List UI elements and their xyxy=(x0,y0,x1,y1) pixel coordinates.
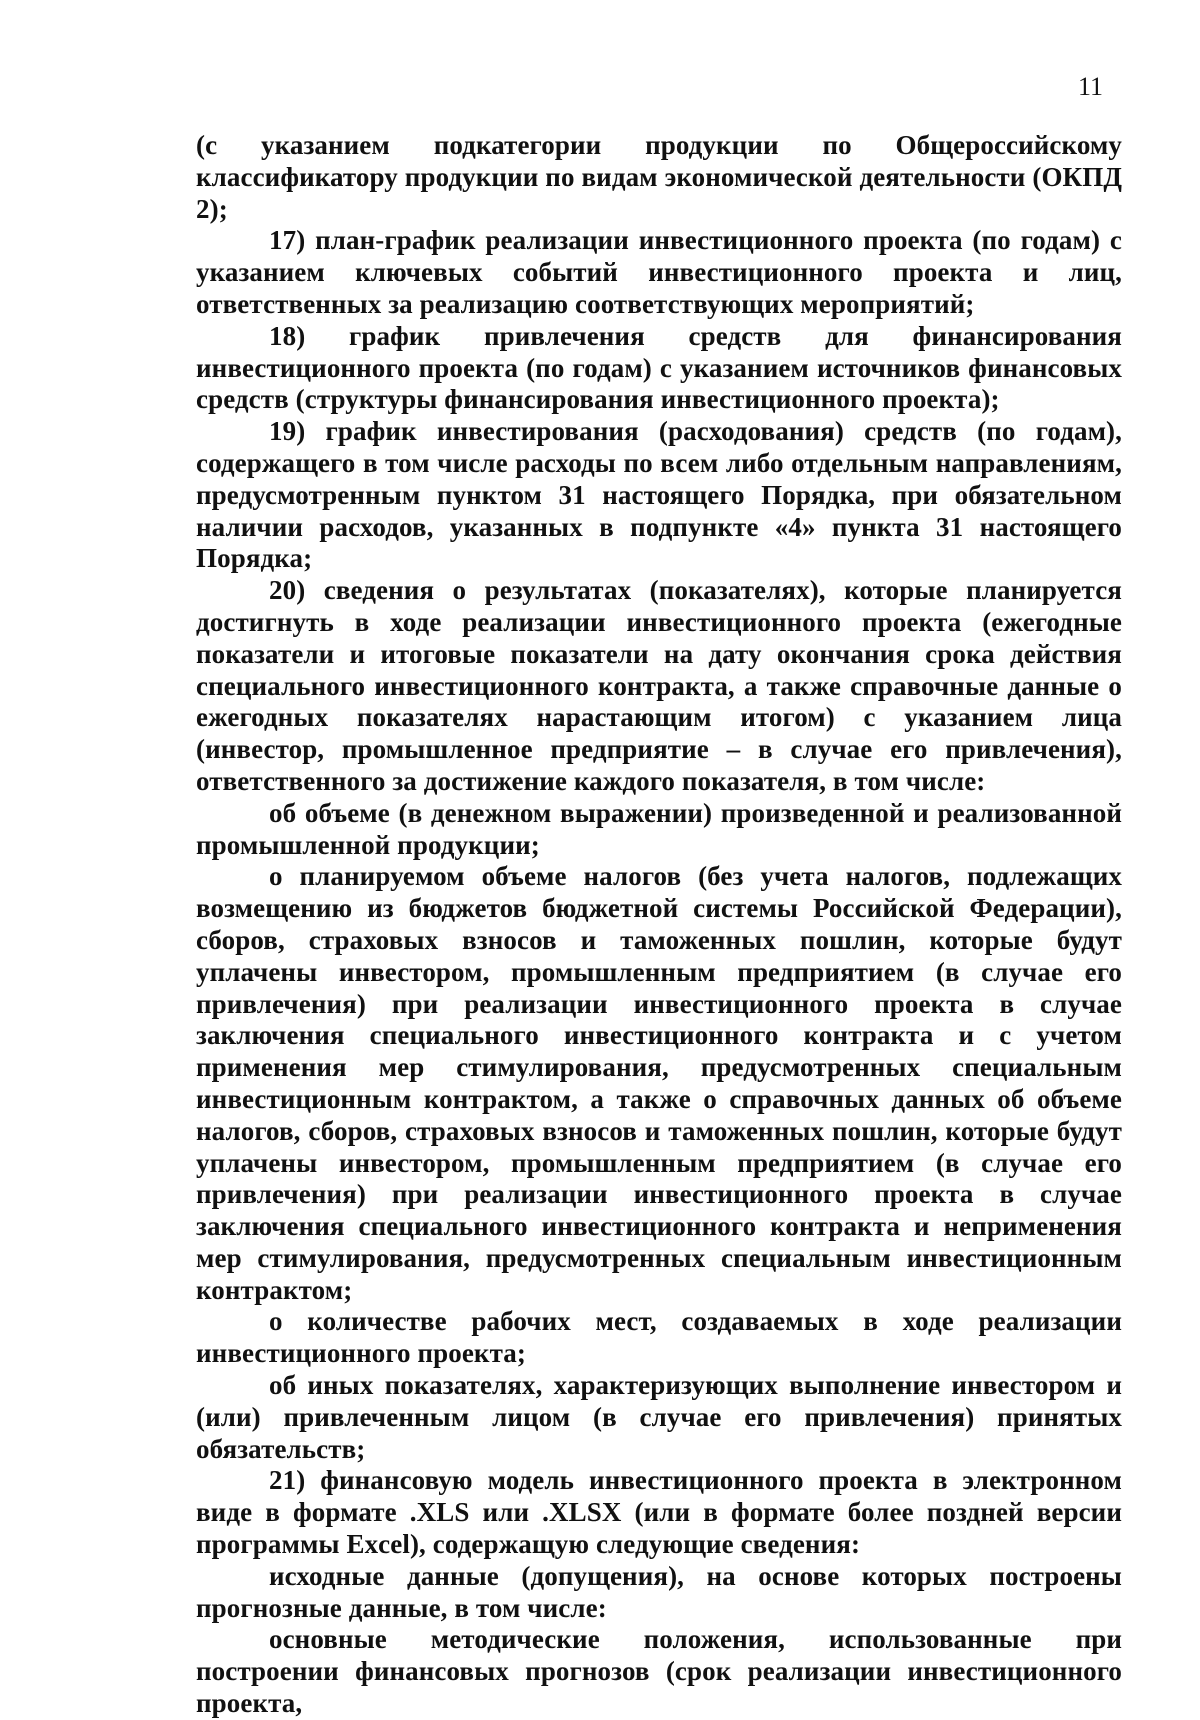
paragraph-item-18: 18) график привлечения средств для финансирования инвестиционного проекта (по годам) с указанием источников финансовых средств (структуры финансирования инвестиционного проекта); xyxy=(196,320,1122,415)
paragraph-item-20: 20) сведения о результатах (показателях), которые планируется достигнуть в ходе реализации инвестиционного проекта (ежегодные показатели и итоговые показатели на дату окончания срока действия специального инвестиционного контракта, а также справочные данные о ежегодных показателях нарастающим итогом) с указанием лица (инвестор, промышленное предприятие – в случае его привлечения), ответственного за достижение каждого показателя, в том числе: xyxy=(196,575,1122,796)
paragraph-sub-other: об иных показателях, характеризующих выполнение инвестором и (или) привлеченным лицом (в случае его привлечения) принятых обязательств; xyxy=(196,1370,1122,1464)
paragraph-sub-initial-data: исходные данные (допущения), на основе которых построены прогнозные данные, в том числе: xyxy=(196,1560,1122,1623)
paragraph-sub-jobs: о количестве рабочих мест, создаваемых в ходе реализации инвестиционного проекта; xyxy=(196,1306,1122,1369)
paragraph-sub-taxes: о планируемом объеме налогов (без учета налогов, подлежащих возмещению из бюджетов бюджетной системы Российской Федерации), сборов, страховых взносов и таможенных пошлин, которые будут уплачены инвестором, промышленным предприятием (в случае его привлечения) при реализации инвестиционного проекта в случае заключения специального инвестиционного контракта и с учетом применения мер стимулирования, предусмотренных специальным инвестиционным контрактом, а также о справочных данных об объеме налогов, сборов, страховых взносов и таможенных пошлин, которые будут уплачены инвестором, промышленным предприятием (в случае его привлечения) при реализации инвестиционного проекта в случае заключения специального инвестиционного контракта и неприменения мер стимулирования, предусмотренных специальным инвестиционным контрактом; xyxy=(196,861,1122,1305)
page-number: 11 xyxy=(1078,72,1104,101)
paragraph-sub-methodology: основные методические положения, использованные при построении финансовых прогнозов (срок реализации инвестиционного проекта, xyxy=(196,1624,1122,1719)
paragraph-item-19: 19) график инвестирования (расходования) средств (по годам), содержащего в том числе расходы по всем либо отдельным направлениям, предусмотренным пунктом 31 настоящего Порядка, при обязательном наличии расходов, указанных в подпункте «4» пункта 31 настоящего Порядка; xyxy=(196,416,1122,574)
paragraph-item-17: 17) план-график реализации инвестиционного проекта (по годам) с указанием ключевых событий инвестиционного проекта и лиц, ответственных за реализацию соответствующих мероприятий; xyxy=(196,225,1122,319)
paragraph-sub-volume: об объеме (в денежном выражении) произведенной и реализованной промышленной продукции; xyxy=(196,797,1122,860)
paragraph: (с указанием подкатегории продукции по Общероссийскому классификатору продукции по видам экономической деятельности (ОКПД 2); xyxy=(196,130,1122,224)
paragraph-item-21: 21) финансовую модель инвестиционного проекта в электронном виде в формате .XLS или .XLSX (или в формате более поздней версии программы Excel), содержащую следующие сведения: xyxy=(196,1465,1122,1560)
document-body xyxy=(196,130,1122,1720)
